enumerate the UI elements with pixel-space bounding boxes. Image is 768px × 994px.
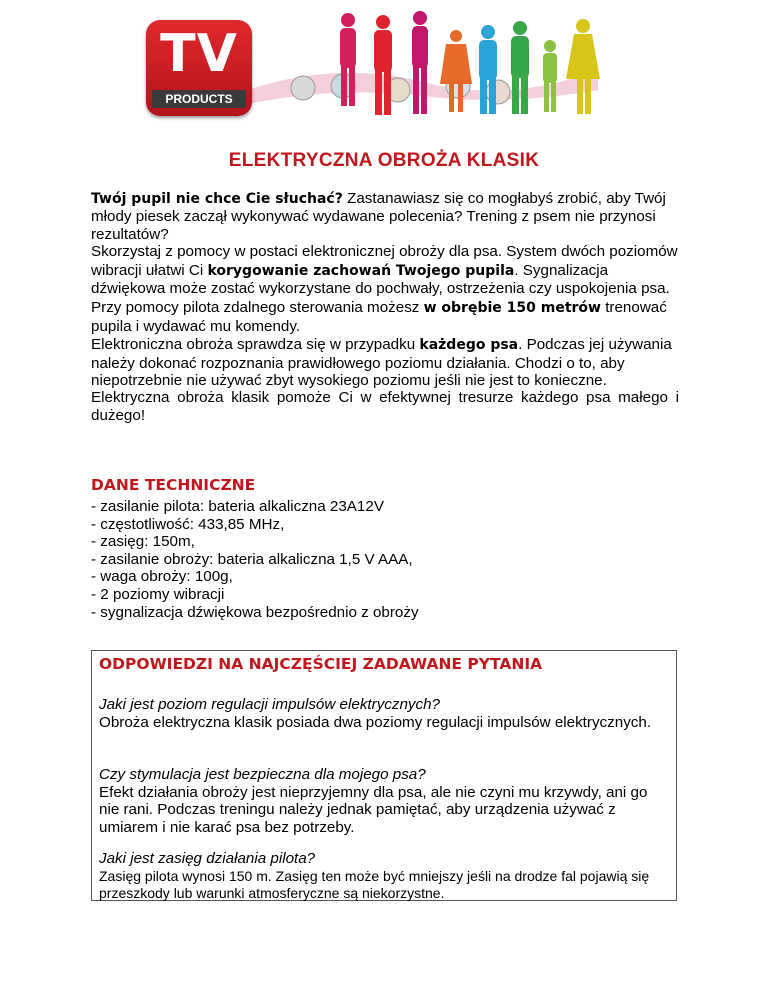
- intro-text-span: . Sygnalizacja dźwiękowa może zostać wykorzystane do pochwały, ostrzeżenia czy uspokojenia psa. Przy pomocy pilota zdalnego sterowania możesz: [91, 261, 670, 316]
- intro-paragraph-1: [91, 190, 679, 243]
- intro-bold-every-dog: każdego psa: [419, 337, 519, 354]
- specs-list: [91, 498, 419, 621]
- logo-subtitle: PRODUCTS: [152, 90, 246, 108]
- people-silhouettes-icon: [328, 10, 608, 120]
- faq-answer: Efekt działania obroży jest nieprzyjemny dla psa, ale nie czyni mu krzywdy, ani go nie rani. Podczas treningu należy jednak pamiętać, aby urządzenia używać z umiarem i nie karać psa bez potrzeby.: [99, 783, 648, 836]
- faq-item: [99, 850, 669, 902]
- intro-text-span: Elektroniczna obroża sprawdza się w przypadku: [91, 336, 420, 354]
- spec-item: - zasięg: 150m,: [91, 533, 195, 551]
- tv-products-logo: [146, 20, 252, 116]
- spec-item: - 2 poziomy wibracji: [91, 585, 225, 603]
- intro-paragraph-2: [91, 243, 679, 336]
- faq-question: Czy stymulacja jest bezpieczna dla mojego psa?: [99, 766, 426, 783]
- faq-question: Jaki jest zasięg działania pilota?: [99, 850, 316, 867]
- faq-item: [99, 696, 669, 731]
- specs-title: DANE TECHNICZNE: [91, 476, 256, 494]
- intro-text-span: trenować pupila i wydawać mu komendy.: [91, 299, 667, 335]
- intro-bold-range: w obrębie 150 metrów: [423, 300, 601, 316]
- faq-answer: Obroża elektryczna klasik posiada dwa poziomy regulacji impulsów elektrycznych.: [99, 713, 652, 731]
- intro-paragraph-3: [91, 336, 679, 389]
- faq-question: Jaki jest poziom regulacji impulsów elektrycznych?: [99, 696, 441, 713]
- product-thumb-icon: [291, 76, 315, 100]
- page-title: ELEKTRYCZNA OBROŻA KLASIK: [228, 150, 540, 171]
- intro-lead-bold: Twój pupil nie chce Cie słuchać?: [91, 191, 343, 207]
- intro-text-span: . Podczas jej używania należy dokonać rozpoznania prawidłowego poziomu działania. Chodzi o to, aby niepotrzebnie nie używać zbyt wysokiego poziomu jeśli nie jest to konieczne.: [91, 336, 672, 389]
- faq-title: ODPOWIEDZI NA NAJCZĘŚCIEJ ZADAWANE PYTANIA: [99, 655, 543, 673]
- intro-paragraph-4: Elektryczna obroża klasik pomoże Ci w efektywnej tresurze każdego psa małego i dużego!: [91, 389, 679, 424]
- spec-item: - zasilanie obroży: bateria alkaliczna 1,5 V AAA,: [91, 550, 413, 568]
- logo-text: TV: [160, 24, 238, 84]
- faq-item: [99, 766, 669, 836]
- intro-bold-correcting: korygowanie zachowań Twojego pupila: [207, 262, 515, 279]
- spec-item: - częstotliwość: 433,85 MHz,: [91, 515, 285, 533]
- spec-item: - sygnalizacja dźwiękowa bezpośrednio z obroży: [91, 603, 419, 621]
- faq-answer: Zasięg pilota wynosi 150 m. Zasięg ten może być mniejszy jeśli na drodze fal pojawią się przeszkody lub warunki atmosferyczne są niekorzystne.: [99, 867, 650, 901]
- intro-text: [91, 190, 679, 424]
- intro-text-span: Skorzystaj z pomocy w postaci elektronicznej obroży dla psa. System dwóch poziomów wibracji ułatwi Ci: [91, 243, 678, 279]
- faq-box: [91, 650, 677, 901]
- header-banner: [138, 10, 608, 120]
- intro-lead-text: Zastanawiasz się co mogłabyś zrobić, aby Twój młody piesek zaczął wykonywać wydawane polecenia? Trening z psem nie przynosi rezultatów?: [91, 190, 666, 243]
- spec-item: - waga obroży: 100g,: [91, 568, 233, 586]
- spec-item: - zasilanie pilota: bateria alkaliczna 23A12V: [91, 498, 384, 515]
